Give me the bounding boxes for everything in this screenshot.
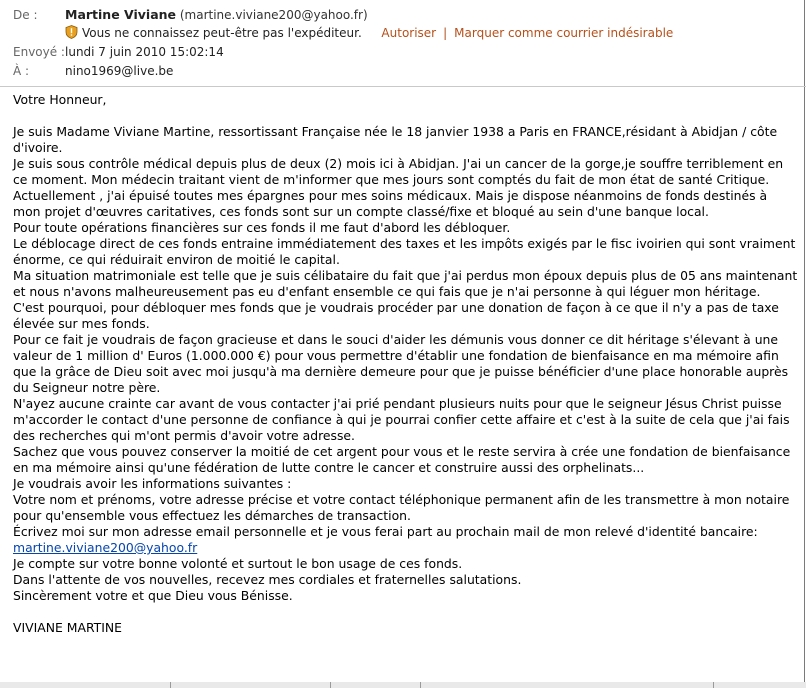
body-paragraph: Je voudrais avoir les informations suivantes :: [13, 476, 292, 491]
sent-value: lundi 7 juin 2010 15:02:14: [65, 45, 224, 59]
signature: VIVIANE MARTINE: [13, 620, 122, 635]
message-body: [13, 92, 798, 636]
body-paragraph: Dans l'attente de vos nouvelles, recevez mes cordiales et fraternelles salutations.: [13, 572, 522, 587]
scrollbar-tick: [330, 682, 331, 688]
body-paragraph: Écrivez moi sur mon adresse email personnelle et je vous ferai part au prochain mail de mon relevé d'identité bancaire:: [13, 524, 758, 539]
horizontal-scrollbar[interactable]: [0, 682, 806, 688]
scrollbar-tick: [713, 682, 714, 688]
body-paragraph: Pour ce fait je voudrais de façon gracieuse et dans le souci d'aider les démunis vous donner ce dit héritage s'élevant à une valeur de 1 million d' Euros (1.000.000 €) pour vous permettre d'établir une fondation de bienfaisance en ma mémoire afin que la grâce de Dieu soit avec moi jusqu'à ma dernière demeure pour que je puisse bénéficier d'une place honorable auprès du Seigneur notre père.: [13, 332, 789, 395]
body-paragraph: Je compte sur votre bonne volonté et surtout le bon usage de ces fonds.: [13, 556, 463, 571]
sender-warning-text: Vous ne connaissez peut-être pas l'expéditeur.: [82, 26, 362, 40]
body-paragraph: Pour toute opérations financières sur ces fonds il me faut d'abord les débloquer.: [13, 220, 511, 235]
body-paragraph: Votre nom et prénoms, votre adresse précise et votre contact téléphonique permanent afin de les transmettre à mon notaire pour qu'ensemble vous effectuez les démarches de transaction.: [13, 492, 790, 523]
body-paragraph: Je suis Madame Viviane Martine, ressortissant Française née le 18 janvier 1938 a Paris en FRANCE,résidant à Abidjan / côte d'ivoire.: [13, 124, 778, 155]
message-header: [0, 0, 806, 88]
from-label: De :: [13, 8, 38, 22]
scrollbar-tick: [170, 682, 171, 688]
body-paragraph: Sincèrement votre et que Dieu vous Bénisse.: [13, 588, 293, 603]
body-paragraph: Le déblocage direct de ces fonds entraine immédiatement des taxes et les impôts exigés par le fisc ivoirien qui sont vraiment énorme, ce qui réduirait environ de moitié le capital.: [13, 236, 796, 267]
sender-email: (martine.viviane200@yahoo.fr): [179, 8, 368, 22]
email-link-line: [13, 540, 798, 556]
to-value[interactable]: nino1969@live.be: [65, 64, 174, 78]
body-paragraph: Ma situation matrimoniale est telle que je suis célibataire du fait que j'ai perdus mon époux depuis plus de 05 ans maintenant et nous n'avons malheureusement pas eu d'enfant ensemble ce qui fais que je n'ai personne à qui léguer mon héritage.: [13, 268, 798, 299]
sent-label: Envoyé :: [13, 45, 65, 59]
sender-name[interactable]: Martine Viviane: [65, 7, 177, 22]
greeting: Votre Honneur,: [13, 92, 107, 107]
header-divider: [0, 86, 806, 87]
to-label: À :: [13, 64, 30, 78]
mark-junk-link[interactable]: Marquer comme courrier indésirable: [454, 26, 674, 40]
authorize-link[interactable]: Autoriser: [381, 26, 437, 40]
body-paragraph: Sachez que vous pouvez conserver la moitié de cet argent pour vous et le reste servira à crée une fondation de bienfaisance en ma mémoire ainsi qu'une fédération de lutte contre le cancer et construire aussi des orphelinats...: [13, 444, 791, 475]
warning-value: [65, 24, 673, 42]
body-paragraph: N'ayez aucune crainte car avant de vous contacter j'ai prié pendant plusieurs nuits pour que le seigneur Jésus Christ puisse m'accorder le contact d'une personne de confiance à qui je pourrai confier cette affaire et c'est à la suite de cela que j'ai fais des recherches qui m'ont permis d'avoir votre adresse.: [13, 396, 790, 443]
from-value: [65, 6, 368, 24]
body-paragraph: C'est pourquoi, pour débloquer mes fonds que je voudrais procéder par une donation de façon à ce que il n'y a pas de taxe élevée sur mes fonds.: [13, 300, 779, 331]
body-paragraph: Je suis sous contrôle médical depuis plus de deux (2) mois ici à Abidjan. J'ai un cancer de la gorge,je souffre terriblement en ce moment. Mon médecin traitant vient de m'informer que mes jours sont comptés du fait de mon état de santé Critique.: [13, 156, 784, 187]
link-separator: |: [443, 26, 448, 40]
sender-email-link[interactable]: martine.viviane200@yahoo.fr: [13, 540, 198, 555]
shield-warning-icon: [65, 25, 78, 39]
body-paragraph: Actuellement , j'ai épuisé toutes mes épargnes pour mes soins médicaux. Mais je dispose néanmoins de fonds destinés à mon projet d'œuvres caritatives, ces fonds sont sur un compte classé/fixe et bloqué au sein d'une banque local.: [13, 188, 768, 219]
scrollbar-tick: [420, 682, 421, 688]
